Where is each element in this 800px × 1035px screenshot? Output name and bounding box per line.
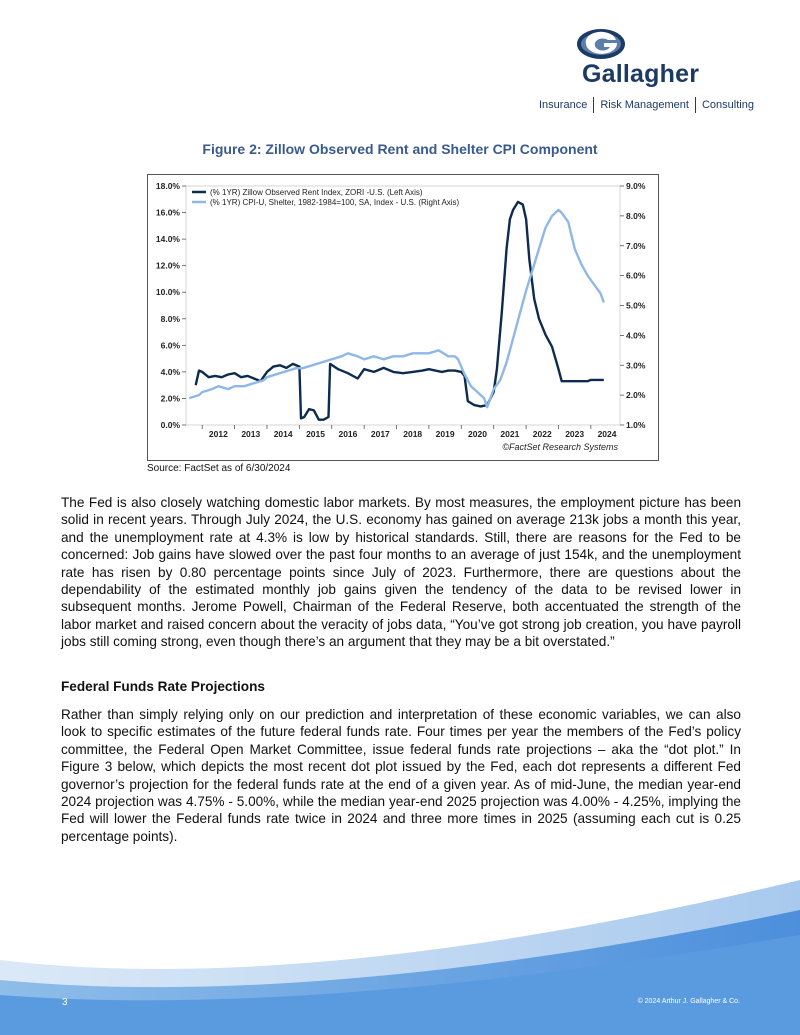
tagline-divider [593,97,594,113]
right-axis-tick-label: 9.0% [626,181,646,191]
tagline-divider [695,97,696,113]
footer-wave-band [0,880,800,1035]
x-axis-tick-label: 2023 [565,429,585,439]
left-axis-tick-label: 2.0% [160,393,180,404]
brand-tagline [539,97,754,113]
x-axis-tick-label: 2016 [338,429,358,439]
paragraph-labor-markets: The Fed is also closely watching domestic labor markets. By most measures, the employment picture has been solid in recent years. Through July 2024, the U.S. economy has gained on average 213k jobs a month this year, and the unemployment rate at 4.3% is low by historical standards. Still, there are reasons for the Fed to be concerned: Job gains have slowed over the past four months to an average of just 154k, and the unemployment rate has risen by 0.80 percentage points since July of 2023. Furthermore, there are questions about the dependability of the estimated monthly job gains given the tendency of the data to be revised lower in subsequent months. Jerome Powell, Chairman of the Federal Reserve, both accentuated the strength of the labor market and raised concern about the veracity of jobs data, “You’ve got strong job creation, you have payroll jobs still coming strong, even though there’s an argument that they may be a bit overstated.” [61,495,741,650]
left-axis-tick-label: 8.0% [160,313,180,324]
left-axis-tick-label: 16.0% [155,207,180,218]
right-axis-tick-label: 4.0% [626,330,646,341]
legend-label: (% 1YR) CPI-U, Shelter, 1982-1984=100, SA, Index - U.S. (Right Axis) [210,198,460,207]
tagline-risk-management: Risk Management [600,99,689,111]
section-heading: Federal Funds Rate Projections [61,679,265,694]
left-axis-tick-label: 10.0% [155,287,180,298]
x-axis-tick-label: 2015 [306,429,326,439]
plot-area [186,186,620,425]
brand-name: Gallagher [582,60,700,88]
tagline-insurance: Insurance [539,99,588,111]
figure-title: Figure 2: Zillow Observed Rent and Shelter CPI Component [202,141,598,157]
right-axis-tick-label: 5.0% [626,300,646,311]
x-axis-tick-label: 2024 [597,429,617,439]
gallagher-emblem-icon [556,28,646,60]
rent-shelter-chart [147,174,659,461]
right-axis-tick-label: 3.0% [626,360,646,371]
x-axis-tick-label: 2018 [403,429,423,439]
left-axis-tick-label: 6.0% [160,340,180,351]
x-axis-tick-label: 2021 [500,429,520,439]
legend-label: (% 1YR) Zillow Observed Rent Index, ZORI -U.S. (Left Axis) [210,188,423,197]
figure-credit: ©FactSet Research Systems [502,442,618,452]
right-axis-tick-label: 2.0% [626,390,646,401]
left-axis-tick-label: 4.0% [160,366,180,377]
figure-source: Source: FactSet as of 6/30/2024 [147,463,291,474]
x-axis-tick-label: 2020 [468,429,487,439]
left-axis-tick-label: 14.0% [155,234,180,245]
right-axis-tick-label: 6.0% [626,270,646,281]
x-axis-tick-label: 2014 [273,429,293,439]
x-axis-tick-label: 2022 [532,429,552,439]
right-axis-tick-label: 7.0% [626,240,646,251]
x-axis-tick-label: 2019 [435,429,455,439]
x-axis-tick-label: 2017 [370,429,390,439]
left-axis-tick-label: 18.0% [155,181,180,191]
tagline-consulting: Consulting [701,99,754,111]
right-axis-tick-label: 8.0% [626,210,646,221]
chart-canvas [148,175,658,460]
copyright-notice: © 2024 Arthur J. Gallagher & Co. [637,998,740,1005]
x-axis-tick-label: 2013 [241,429,261,439]
left-axis-tick-label: 12.0% [155,260,180,271]
right-axis-tick-label: 1.0% [626,420,646,430]
left-axis-tick-label: 0.0% [160,420,180,430]
page-number: 3 [62,997,68,1008]
paragraph-rate-projections: Rather than simply relying only on our prediction and interpretation of these economic variables, we can also look to specific estimates of the future federal funds rate. Four times per year the members of the Fed’s policy committee, the Federal Open Market Committee, issue federal funds rate projections – aka the “dot plot.” In Figure 3 below, which depicts the most recent dot plot issued by the Fed, each dot represents a different Fed governor’s projection for the federal funds rate at the end of a given year. As of mid-June, the median year-end 2024 projection was 4.75% - 5.00%, while the median year-end 2025 projection was 4.00% - 4.25%, implying the Fed will lower the Federal funds rate twice in 2024 and three more times in 2025 (assuming each cut is 0.25 percentage points). [61,707,741,844]
x-axis-tick-label: 2012 [208,429,228,439]
